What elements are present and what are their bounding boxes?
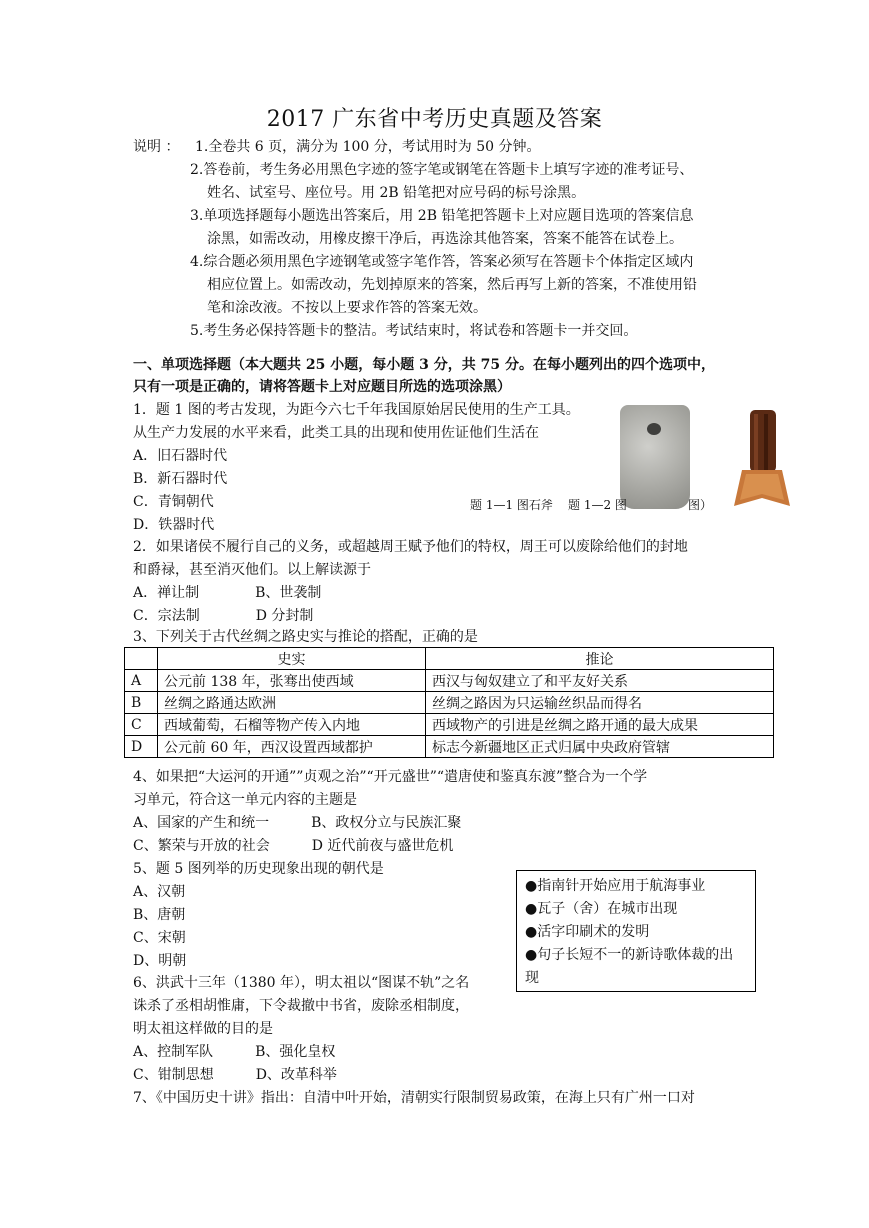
- table-header-row: [125, 648, 774, 670]
- q2-stem: 2．如果诸侯不履行自己的义务，或超越周王赋予他们的特权，周王可以废除给他们的封地: [133, 539, 688, 555]
- table-cell: 标志今新疆地区正式归属中央政府管辖: [426, 736, 774, 758]
- instruction-line: 4.综合题必须用黑色字迹钢笔或签字笔作答，答案必须写在答题卡个体指定区域内: [190, 254, 694, 270]
- table-cell: 西汉与匈奴建立了和平友好关系: [426, 670, 774, 692]
- table-cell: 丝绸之路通达欧洲: [158, 692, 426, 714]
- q1-option-a: A．旧石器时代: [133, 448, 228, 464]
- instruction-line: 2.答卷前，考生务必用黑色字迹的签字笔或钢笔在答题卡上填写字迹的准考证号、: [190, 162, 694, 178]
- table-header: [125, 648, 158, 670]
- q4-stem: 4、如果把“大运河的开通””贞观之治”“开元盛世”“遣唐使和鉴真东渡”整合为一个学: [133, 769, 648, 785]
- q4-options-row: A、国家的产生和统一 B、政权分立与民族汇聚: [133, 815, 462, 831]
- table-cell: 西域物产的引进是丝绸之路开通的最大成果: [426, 714, 774, 736]
- table-cell: 公元前 138 年，张骞出使西域: [158, 670, 426, 692]
- table-cell: 丝绸之路因为只运输丝织品而得名: [426, 692, 774, 714]
- table-cell: C: [125, 714, 158, 736]
- q5-stem: 5、题 5 图列举的历史现象出现的朝代是: [133, 861, 384, 877]
- q1-caption-left: 题 1—1 图石斧: [470, 498, 553, 512]
- instruction-line: 5.考生务必保持答题卡的整洁。考试结束时，将试卷和答题卡一并交回。: [190, 323, 638, 339]
- q5-box-item: ●指南针开始应用于航海事业: [525, 878, 706, 894]
- q2-stem: 和爵禄，甚至消灭他们。以上解读源于: [133, 562, 371, 578]
- instruction-line: 笔和涂改液。不按以上要求作答的答案无效。: [207, 300, 487, 316]
- table-row: [125, 670, 774, 692]
- table-header: 推论: [426, 648, 774, 670]
- q1-caption-mid: 题 1—2 图: [568, 498, 627, 512]
- instruction-line: 涂黑，如需改动，用橡皮擦干净后，再选涂其他答案，答案不能答在试卷上。: [207, 231, 683, 247]
- q3-stem: 3、下列关于古代丝绸之路史实与推论的搭配，正确的是: [133, 629, 478, 645]
- q4-stem: 习单元，符合这一单元内容的主题是: [133, 792, 357, 808]
- table-header: 史实: [158, 648, 426, 670]
- q5-box-item: ●瓦子（舍）在城市出现: [525, 901, 678, 917]
- q5-option-a: A、汉朝: [133, 884, 186, 900]
- table-cell: D: [125, 736, 158, 758]
- table-cell: 西域葡萄，石榴等物产传入内地: [158, 714, 426, 736]
- instruction-line: 3.单项选择题每小题选出答案后，用 2B 铅笔把答题卡上对应题目选项的答案信息: [190, 208, 694, 224]
- q6-stem: 明太祖这样做的目的是: [133, 1021, 273, 1037]
- q1-caption-right: 图）: [688, 498, 713, 512]
- instructions-lead: 说明 ：: [133, 139, 180, 155]
- stone-axe-image: [620, 405, 690, 509]
- section-heading: 只有一项是正确的，请将答题卡上对应题目所选的选项涂黑）: [133, 379, 511, 395]
- q1-option-d: D．铁器时代: [133, 517, 215, 533]
- q5-box-item: ●句子长短不一的新诗歌体裁的出现: [525, 947, 734, 986]
- table-cell: A: [125, 670, 158, 692]
- table-row: [125, 714, 774, 736]
- table-cell: B: [125, 692, 158, 714]
- q2-options-row: A．禅让制 B、世袭制: [133, 585, 322, 601]
- q4-options-row: C、繁荣与开放的社会 D 近代前夜与盛世危机: [133, 838, 454, 854]
- q6-options-row: C、钳制思想 D、改革科举: [133, 1067, 337, 1083]
- q5-option-c: C、宋朝: [133, 930, 186, 946]
- q5-box-item: ●活字印刷术的发明: [525, 924, 650, 940]
- q7-stem: 7、《中国历史十讲》指出：自清中叶开始，清朝实行限制贸易政策，在海上只有广州一口对: [133, 1090, 695, 1106]
- q1-option-c: C．青铜朝代: [133, 494, 214, 510]
- instruction-line: 1.全卷共 6 页，满分为 100 分，考试用时为 50 分钟。: [195, 139, 541, 155]
- q5-option-b: B、唐朝: [133, 907, 186, 923]
- q5-option-d: D、明朝: [133, 953, 187, 969]
- q6-stem: 诛杀了丞相胡惟庸，下令裁撤中书省，废除丞相制度，: [133, 998, 469, 1014]
- silk-road-table: [124, 647, 774, 758]
- table-cell: 公元前 60 年，西汉设置西域都护: [158, 736, 426, 758]
- q6-stem: 6、洪武十三年（1380 年），明太祖以“图谋不轨”之名: [133, 975, 470, 991]
- q2-options-row: C．宗法制 D 分封制: [133, 608, 314, 624]
- table-row: [125, 692, 774, 714]
- q6-options-row: A、控制军队 B、强化皇权: [133, 1044, 336, 1060]
- q1-stem: 从生产力发展的水平来看，此类工具的出现和使用佐证他们生活在: [133, 425, 539, 441]
- section-heading: 一、单项选择题（本大题共 25 小题，每小题 3 分，共 75 分。在每小题列出的四个选项中，: [133, 357, 715, 373]
- q1-option-b: B．新石器时代: [133, 471, 228, 487]
- instruction-line: 姓名、试室号、座位号。用 2B 铅笔把对应号码的标号涂黑。: [207, 185, 586, 201]
- q1-stem: 1．题 1 图的考古发现，为距今六七千年我国原始居民使用的生产工具。: [133, 402, 580, 418]
- q5-figure-box: [516, 870, 756, 992]
- instruction-line: 相应位置上。如需改动，先划掉原来的答案，然后再写上新的答案，不准使用铅: [207, 277, 697, 293]
- axe-hole: [647, 423, 661, 435]
- table-row: [125, 736, 774, 758]
- page-title: 2017 广东省中考历史真题及答案: [266, 107, 603, 132]
- bone-tool-image: [732, 408, 792, 512]
